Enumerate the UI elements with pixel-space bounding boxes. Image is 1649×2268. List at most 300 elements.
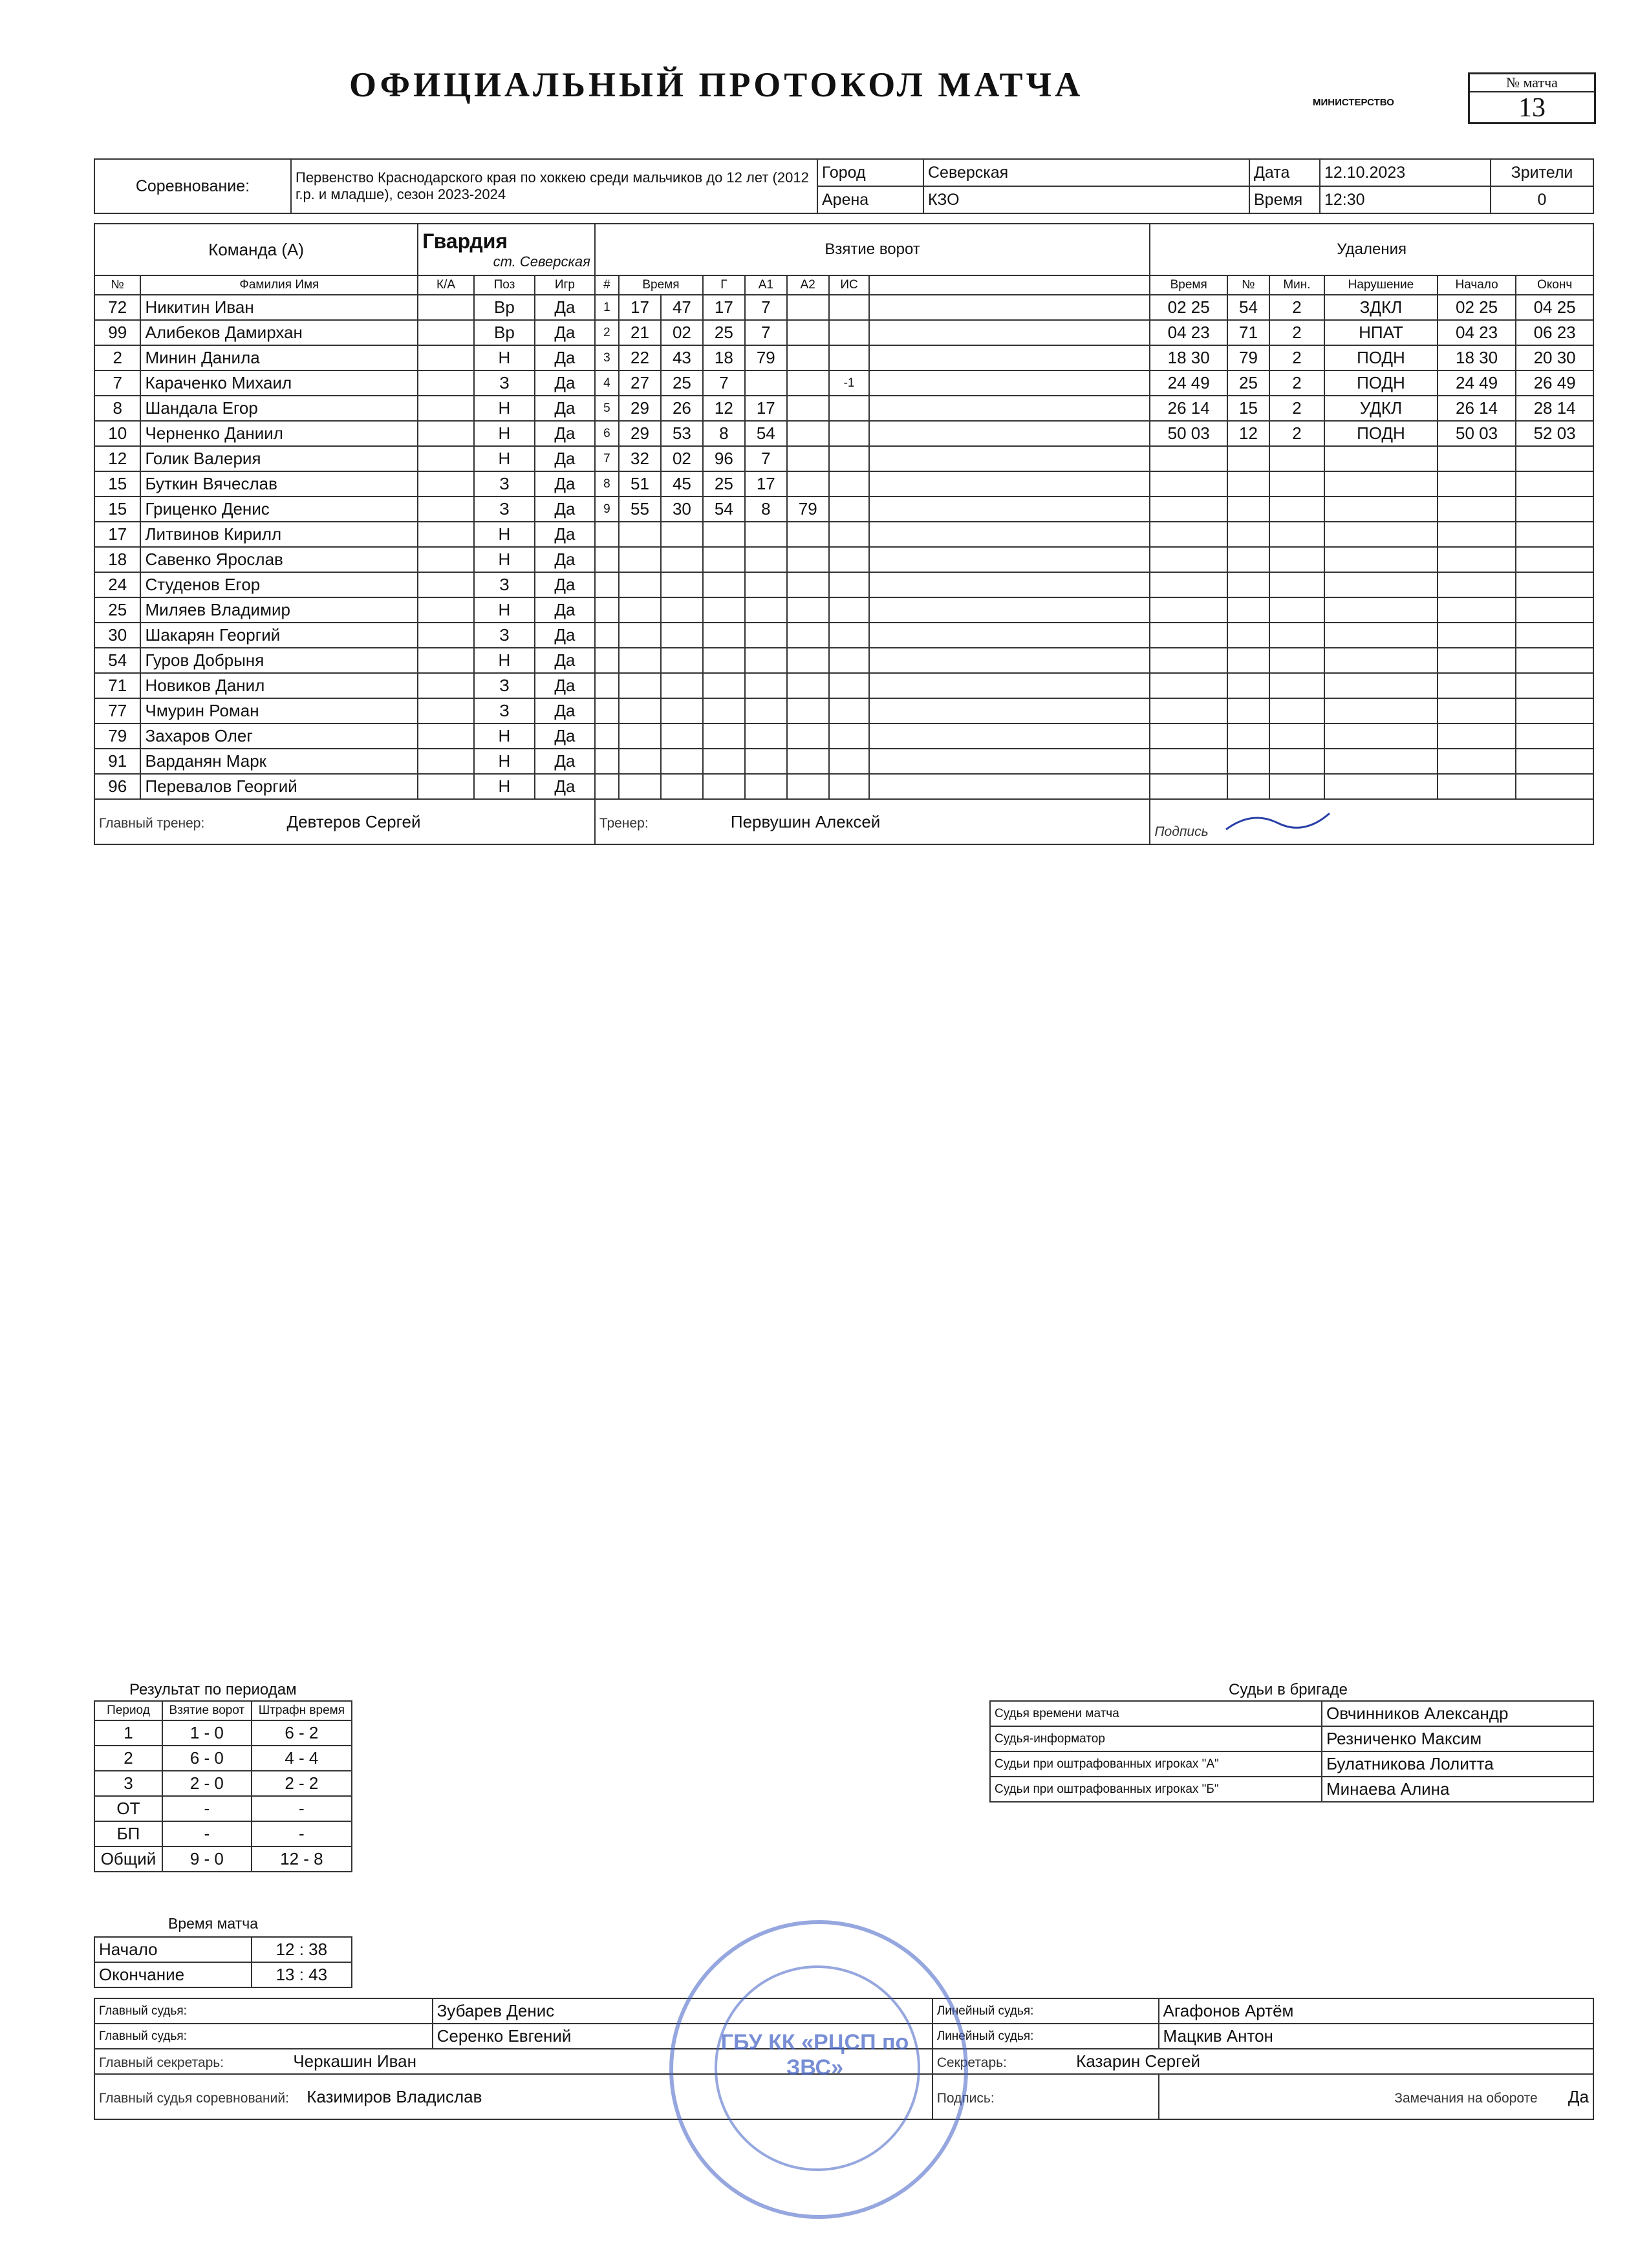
pen-minutes bbox=[1269, 572, 1324, 597]
competition: Первенство Краснодарского края по хоккею среди мальчиков до 12 лет (2012 г.р. и младше), сезон 2023-2024 bbox=[291, 159, 817, 213]
goal-minute: 29 bbox=[619, 396, 661, 421]
pen-time bbox=[1150, 673, 1227, 698]
player-position: Н bbox=[474, 446, 535, 471]
official-name: Серенко Евгений bbox=[433, 2024, 932, 2049]
table-row bbox=[94, 749, 1593, 774]
pen-infraction bbox=[1324, 749, 1438, 774]
player-plays: Да bbox=[535, 497, 595, 522]
blank-cell bbox=[869, 774, 1150, 799]
period-name: Общий bbox=[94, 1846, 162, 1872]
player-number: 77 bbox=[94, 698, 140, 723]
col-name: Фамилия Имя bbox=[140, 275, 418, 295]
referee-name: Овчинников Александр bbox=[1322, 1701, 1593, 1726]
table-row bbox=[94, 471, 1593, 497]
pen-minutes: 2 bbox=[1269, 295, 1324, 320]
goal-number: 1 bbox=[595, 295, 619, 320]
pen-player bbox=[1227, 698, 1269, 723]
goal-second bbox=[661, 522, 703, 547]
pen-start: 02 25 bbox=[1438, 295, 1516, 320]
pen-infraction bbox=[1324, 597, 1438, 623]
goal-scorer bbox=[703, 572, 745, 597]
player-position: Н bbox=[474, 774, 535, 799]
referee-name: Булатникова Лолитта bbox=[1322, 1751, 1593, 1777]
goal-is bbox=[829, 497, 870, 522]
official-role: Главный судья: bbox=[94, 1998, 433, 2024]
col-goal-time: Время bbox=[619, 275, 703, 295]
pen-end bbox=[1516, 648, 1593, 673]
period-row bbox=[94, 1720, 352, 1746]
goal-number: 9 bbox=[595, 497, 619, 522]
pen-start bbox=[1438, 623, 1516, 648]
pen-end bbox=[1516, 497, 1593, 522]
goal-second bbox=[661, 547, 703, 572]
goal-assist2 bbox=[787, 421, 829, 446]
pen-start bbox=[1438, 497, 1516, 522]
pen-start: 24 49 bbox=[1438, 370, 1516, 396]
goal-minute bbox=[619, 673, 661, 698]
period-penalties: - bbox=[252, 1796, 352, 1821]
goal-second: 30 bbox=[661, 497, 703, 522]
table-row bbox=[94, 597, 1593, 623]
pen-infraction bbox=[1324, 673, 1438, 698]
player-name: Студенов Егор bbox=[140, 572, 418, 597]
goal-second: 02 bbox=[661, 320, 703, 345]
player-position: Н bbox=[474, 547, 535, 572]
pen-time: 50 03 bbox=[1150, 421, 1227, 446]
linesman-name: Мацкив Антон bbox=[1159, 2024, 1593, 2049]
goal-assist1 bbox=[745, 648, 787, 673]
goal-assist2 bbox=[787, 572, 829, 597]
goal-scorer: 12 bbox=[703, 396, 745, 421]
pen-end bbox=[1516, 572, 1593, 597]
goal-is bbox=[829, 723, 870, 749]
goal-assist1 bbox=[745, 522, 787, 547]
pen-start: 50 03 bbox=[1438, 421, 1516, 446]
goal-is bbox=[829, 774, 870, 799]
goal-scorer bbox=[703, 723, 745, 749]
pen-minutes bbox=[1269, 774, 1324, 799]
pen-minutes: 2 bbox=[1269, 421, 1324, 446]
pen-minutes bbox=[1269, 698, 1324, 723]
player-ka bbox=[418, 572, 474, 597]
start-label: Начало bbox=[94, 1937, 252, 1962]
goal-number: 2 bbox=[595, 320, 619, 345]
goal-number bbox=[595, 723, 619, 749]
player-name: Новиков Данил bbox=[140, 673, 418, 698]
goal-scorer: 18 bbox=[703, 345, 745, 370]
goal-minute bbox=[619, 749, 661, 774]
goal-number bbox=[595, 673, 619, 698]
goal-is bbox=[829, 572, 870, 597]
pen-start bbox=[1438, 723, 1516, 749]
period-name: 3 bbox=[94, 1771, 162, 1796]
goal-assist1 bbox=[745, 749, 787, 774]
player-name: Караченко Михаил bbox=[140, 370, 418, 396]
pen-minutes bbox=[1269, 749, 1324, 774]
match-number-label: № матча bbox=[1470, 74, 1594, 92]
pen-end bbox=[1516, 522, 1593, 547]
player-plays: Да bbox=[535, 698, 595, 723]
pen-player: 54 bbox=[1227, 295, 1269, 320]
secretary-2: Секретарь: Казарин Сергей bbox=[932, 2049, 1593, 2074]
pen-player bbox=[1227, 623, 1269, 648]
player-ka bbox=[418, 547, 474, 572]
player-position: Н bbox=[474, 749, 535, 774]
goal-scorer bbox=[703, 648, 745, 673]
player-plays: Да bbox=[535, 345, 595, 370]
goal-minute bbox=[619, 522, 661, 547]
player-ka bbox=[418, 471, 474, 497]
pen-infraction bbox=[1324, 723, 1438, 749]
player-number: 30 bbox=[94, 623, 140, 648]
referee-row bbox=[990, 1701, 1593, 1726]
pen-infraction: ЗДКЛ bbox=[1324, 295, 1438, 320]
pen-minutes: 2 bbox=[1269, 320, 1324, 345]
pen-player bbox=[1227, 572, 1269, 597]
goal-second bbox=[661, 774, 703, 799]
pen-end bbox=[1516, 597, 1593, 623]
pen-start bbox=[1438, 547, 1516, 572]
pen-infraction: ПОДН bbox=[1324, 421, 1438, 446]
goal-minute bbox=[619, 723, 661, 749]
pen-minutes bbox=[1269, 446, 1324, 471]
goal-assist2 bbox=[787, 396, 829, 421]
team-a-head-coach: Главный тренер: Девтеров Сергей bbox=[94, 799, 595, 844]
pen-player bbox=[1227, 547, 1269, 572]
goal-assist2 bbox=[787, 623, 829, 648]
table-row bbox=[94, 673, 1593, 698]
team-a-goals-title: Взятие ворот bbox=[595, 224, 1150, 275]
period-rows bbox=[94, 1720, 352, 1872]
blank-cell bbox=[869, 446, 1150, 471]
col-a2: А2 bbox=[787, 275, 829, 295]
player-name: Минин Данила bbox=[140, 345, 418, 370]
blank-cell bbox=[869, 698, 1150, 723]
pen-minutes bbox=[1269, 673, 1324, 698]
goal-second: 26 bbox=[661, 396, 703, 421]
table-row bbox=[94, 345, 1593, 370]
player-position: Н bbox=[474, 648, 535, 673]
team-a-coach: Тренер: Первушин Алексей bbox=[595, 799, 1150, 844]
table-row bbox=[94, 547, 1593, 572]
ministry-logo: МИНИСТЕРСТВО bbox=[1313, 97, 1394, 108]
pen-time bbox=[1150, 749, 1227, 774]
pen-end bbox=[1516, 749, 1593, 774]
player-name: Перевалов Георгий bbox=[140, 774, 418, 799]
pen-player: 12 bbox=[1227, 421, 1269, 446]
goal-is bbox=[829, 522, 870, 547]
goal-scorer: 25 bbox=[703, 471, 745, 497]
goal-assist1 bbox=[745, 623, 787, 648]
goal-minute: 21 bbox=[619, 320, 661, 345]
goal-second bbox=[661, 723, 703, 749]
arena-label: Арена bbox=[817, 186, 923, 213]
goal-is bbox=[829, 295, 870, 320]
blank-cell bbox=[869, 723, 1150, 749]
goal-second bbox=[661, 749, 703, 774]
player-ka bbox=[418, 396, 474, 421]
period-goals: - bbox=[162, 1796, 252, 1821]
period-name: 2 bbox=[94, 1746, 162, 1771]
table-row bbox=[94, 295, 1593, 320]
goal-is bbox=[829, 547, 870, 572]
goal-minute bbox=[619, 648, 661, 673]
player-name: Голик Валерия bbox=[140, 446, 418, 471]
goal-number: 5 bbox=[595, 396, 619, 421]
pen-time bbox=[1150, 774, 1227, 799]
goal-number: 4 bbox=[595, 370, 619, 396]
match-number-box bbox=[1468, 72, 1596, 124]
player-number: 10 bbox=[94, 421, 140, 446]
blank-cell bbox=[869, 623, 1150, 648]
pen-infraction: ПОДН bbox=[1324, 345, 1438, 370]
player-plays: Да bbox=[535, 648, 595, 673]
goal-assist1: 17 bbox=[745, 471, 787, 497]
goal-assist2 bbox=[787, 698, 829, 723]
goal-scorer bbox=[703, 597, 745, 623]
period-row bbox=[94, 1796, 352, 1821]
goal-number bbox=[595, 648, 619, 673]
period-name: ОТ bbox=[94, 1796, 162, 1821]
linesman-role: Линейный судья: bbox=[932, 1998, 1159, 2024]
blank-cell bbox=[869, 396, 1150, 421]
blank-cell bbox=[869, 597, 1150, 623]
team-a-pens-title: Удаления bbox=[1150, 224, 1593, 275]
page-title: ОФИЦИАЛЬНЫЙ ПРОТОКОЛ МАТЧА bbox=[349, 65, 1084, 104]
period-row bbox=[94, 1771, 352, 1796]
pen-time bbox=[1150, 572, 1227, 597]
player-number: 15 bbox=[94, 471, 140, 497]
pen-end bbox=[1516, 723, 1593, 749]
pen-start bbox=[1438, 471, 1516, 497]
goal-minute bbox=[619, 623, 661, 648]
player-name: Варданян Марк bbox=[140, 749, 418, 774]
player-number: 12 bbox=[94, 446, 140, 471]
player-plays: Да bbox=[535, 421, 595, 446]
player-number: 71 bbox=[94, 673, 140, 698]
goal-number bbox=[595, 749, 619, 774]
goal-minute: 51 bbox=[619, 471, 661, 497]
period-row bbox=[94, 1821, 352, 1846]
pen-infraction bbox=[1324, 446, 1438, 471]
goal-assist1 bbox=[745, 572, 787, 597]
goal-scorer: 96 bbox=[703, 446, 745, 471]
blank-cell bbox=[869, 320, 1150, 345]
pen-end bbox=[1516, 471, 1593, 497]
pen-end bbox=[1516, 547, 1593, 572]
col-goal-no: # bbox=[595, 275, 619, 295]
pen-player bbox=[1227, 648, 1269, 673]
goal-number: 8 bbox=[595, 471, 619, 497]
goal-is bbox=[829, 698, 870, 723]
team-a-rows bbox=[94, 295, 1593, 799]
player-name: Алибеков Дамирхан bbox=[140, 320, 418, 345]
periods-table bbox=[94, 1700, 352, 1872]
goal-minute bbox=[619, 547, 661, 572]
player-ka bbox=[418, 774, 474, 799]
competition-label: Соревнование: bbox=[94, 159, 291, 213]
goal-assist2 bbox=[787, 370, 829, 396]
pen-time bbox=[1150, 623, 1227, 648]
goal-is bbox=[829, 597, 870, 623]
remarks: Замечания на обороте Да bbox=[1159, 2074, 1593, 2119]
pen-start bbox=[1438, 597, 1516, 623]
goals-col: Взятие ворот bbox=[162, 1701, 252, 1720]
goal-minute: 17 bbox=[619, 295, 661, 320]
referee-row bbox=[990, 1777, 1593, 1802]
table-row bbox=[94, 723, 1593, 749]
team-a-label: Команда (А) bbox=[94, 224, 418, 275]
pen-start bbox=[1438, 446, 1516, 471]
team-a-table bbox=[94, 223, 1594, 845]
goal-assist2 bbox=[787, 320, 829, 345]
table-row bbox=[94, 446, 1593, 471]
goal-assist1 bbox=[745, 723, 787, 749]
player-plays: Да bbox=[535, 774, 595, 799]
player-ka bbox=[418, 597, 474, 623]
goal-assist1 bbox=[745, 547, 787, 572]
player-plays: Да bbox=[535, 370, 595, 396]
pen-end: 20 30 bbox=[1516, 345, 1593, 370]
pen-minutes bbox=[1269, 597, 1324, 623]
pen-start bbox=[1438, 522, 1516, 547]
goal-is bbox=[829, 446, 870, 471]
goal-minute: 32 bbox=[619, 446, 661, 471]
player-name: Шандала Егор bbox=[140, 396, 418, 421]
player-position: З bbox=[474, 698, 535, 723]
table-row bbox=[94, 522, 1593, 547]
table-row bbox=[94, 572, 1593, 597]
player-position: Н bbox=[474, 522, 535, 547]
player-number: 24 bbox=[94, 572, 140, 597]
period-name: 1 bbox=[94, 1720, 162, 1746]
penalty-col: Штрафн время bbox=[252, 1701, 352, 1720]
goal-is bbox=[829, 673, 870, 698]
player-name: Буткин Вячеслав bbox=[140, 471, 418, 497]
goal-assist2 bbox=[787, 648, 829, 673]
pen-time bbox=[1150, 723, 1227, 749]
pen-minutes bbox=[1269, 648, 1324, 673]
pen-minutes: 2 bbox=[1269, 396, 1324, 421]
time: 12:30 bbox=[1320, 186, 1491, 213]
pen-player bbox=[1227, 673, 1269, 698]
goal-assist2 bbox=[787, 749, 829, 774]
period-penalties: 4 - 4 bbox=[252, 1746, 352, 1771]
player-ka bbox=[418, 345, 474, 370]
player-position: З bbox=[474, 623, 535, 648]
pen-player bbox=[1227, 497, 1269, 522]
city-label: Город bbox=[817, 159, 923, 186]
player-plays: Да bbox=[535, 547, 595, 572]
goal-minute: 55 bbox=[619, 497, 661, 522]
col-goal: Г bbox=[703, 275, 745, 295]
player-position: Н bbox=[474, 421, 535, 446]
referees-title: Судьи в бригаде bbox=[1229, 1681, 1348, 1698]
goal-scorer bbox=[703, 698, 745, 723]
goal-number bbox=[595, 698, 619, 723]
period-goals: 9 - 0 bbox=[162, 1846, 252, 1872]
player-ka bbox=[418, 623, 474, 648]
pen-player: 25 bbox=[1227, 370, 1269, 396]
player-plays: Да bbox=[535, 723, 595, 749]
pen-time: 02 25 bbox=[1150, 295, 1227, 320]
linesman-role: Линейный судья: bbox=[932, 2024, 1159, 2049]
player-plays: Да bbox=[535, 623, 595, 648]
player-number: 8 bbox=[94, 396, 140, 421]
pen-time bbox=[1150, 522, 1227, 547]
pen-minutes: 2 bbox=[1269, 345, 1324, 370]
player-ka bbox=[418, 295, 474, 320]
pen-player bbox=[1227, 446, 1269, 471]
goal-scorer: 7 bbox=[703, 370, 745, 396]
pen-infraction bbox=[1324, 547, 1438, 572]
match-time-table bbox=[94, 1936, 352, 1988]
goal-assist2 bbox=[787, 295, 829, 320]
player-plays: Да bbox=[535, 673, 595, 698]
signature-icon bbox=[1213, 804, 1342, 836]
pen-end: 26 49 bbox=[1516, 370, 1593, 396]
period-penalties: 12 - 8 bbox=[252, 1846, 352, 1872]
goal-number: 7 bbox=[595, 446, 619, 471]
referees-table bbox=[989, 1700, 1594, 1803]
goal-second: 53 bbox=[661, 421, 703, 446]
col-pen-no: № bbox=[1227, 275, 1269, 295]
player-name: Литвинов Кирилл bbox=[140, 522, 418, 547]
pen-infraction bbox=[1324, 497, 1438, 522]
col-ka: К/А bbox=[418, 275, 474, 295]
period-penalties: - bbox=[252, 1821, 352, 1846]
pen-start bbox=[1438, 673, 1516, 698]
start-time: 12 : 38 bbox=[252, 1937, 352, 1962]
referee-role: Судьи при оштрафованных игроках "Б" bbox=[990, 1777, 1322, 1802]
goal-minute bbox=[619, 698, 661, 723]
player-number: 15 bbox=[94, 497, 140, 522]
player-plays: Да bbox=[535, 749, 595, 774]
pen-infraction bbox=[1324, 648, 1438, 673]
player-position: З bbox=[474, 572, 535, 597]
spectators: 0 bbox=[1491, 186, 1593, 213]
team-a-signature: Подпись bbox=[1150, 799, 1593, 844]
goal-scorer bbox=[703, 623, 745, 648]
competition-judge: Главный судья соревнований: Казимиров Владислав bbox=[94, 2074, 932, 2119]
player-name: Гриценко Денис bbox=[140, 497, 418, 522]
pen-minutes bbox=[1269, 522, 1324, 547]
player-plays: Да bbox=[535, 295, 595, 320]
arena: КЗО bbox=[923, 186, 1249, 213]
pen-player bbox=[1227, 522, 1269, 547]
pen-minutes: 2 bbox=[1269, 370, 1324, 396]
pen-player: 79 bbox=[1227, 345, 1269, 370]
goal-assist1 bbox=[745, 673, 787, 698]
goal-second: 02 bbox=[661, 446, 703, 471]
player-number: 25 bbox=[94, 597, 140, 623]
player-position: Н bbox=[474, 723, 535, 749]
goal-assist1: 7 bbox=[745, 295, 787, 320]
goal-second bbox=[661, 597, 703, 623]
pen-minutes bbox=[1269, 623, 1324, 648]
goal-second bbox=[661, 623, 703, 648]
competition-judge-sign: Подпись: bbox=[932, 2074, 1159, 2119]
player-position: Вр bbox=[474, 320, 535, 345]
player-name: Миляев Владимир bbox=[140, 597, 418, 623]
pen-infraction bbox=[1324, 698, 1438, 723]
goal-scorer: 8 bbox=[703, 421, 745, 446]
goal-is bbox=[829, 471, 870, 497]
pen-player bbox=[1227, 723, 1269, 749]
player-position: З bbox=[474, 471, 535, 497]
col-a1: А1 bbox=[745, 275, 787, 295]
player-name: Гуров Добрыня bbox=[140, 648, 418, 673]
